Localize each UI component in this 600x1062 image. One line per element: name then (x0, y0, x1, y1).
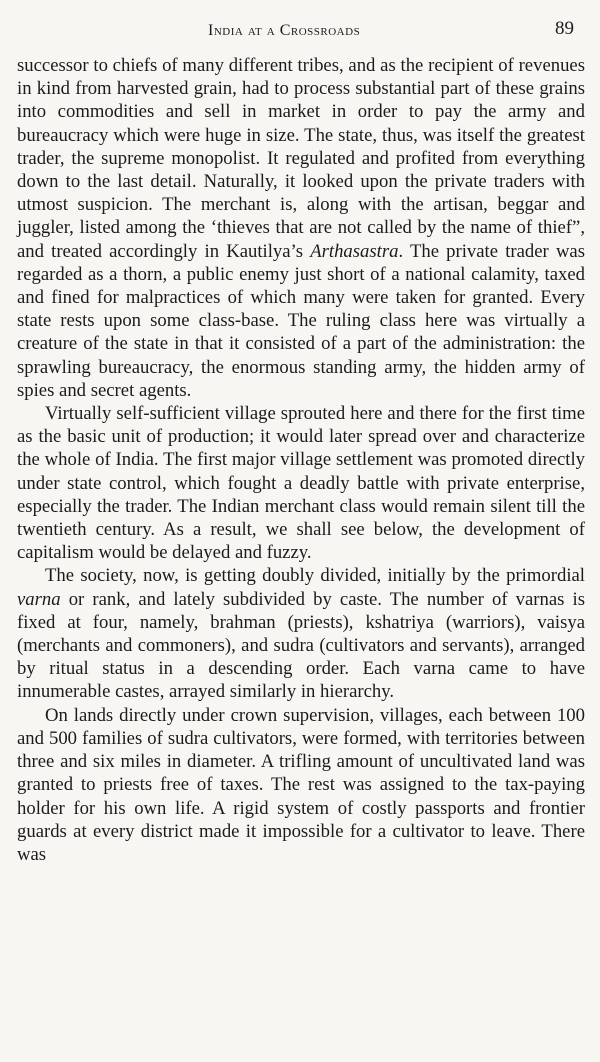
paragraph (17, 704, 585, 866)
italic-term: varna (17, 588, 61, 610)
book-title: Arthasastra (310, 240, 399, 262)
paragraph (17, 54, 585, 402)
paragraph (17, 402, 585, 564)
text-segment: successor to chiefs of many different tribes, and as the recipient of revenues in kind from harvested grain, had to process substantial part of these grains into commodities and sell in market in order to pay the army and bureaucracy which were huge in size. The state, thus, was itself the greatest trader, the supreme monopolist. It regulated and profited from everything down to the last detail. Naturally, it looked upon the private traders with utmost suspicion. The merchant is, along with the artisan, beggar and juggler, listed among the ‘thieves that are not called by the name of thief”, and treated accordingly in Kautilya’s (17, 55, 585, 262)
page-header (0, 18, 600, 46)
running-title: India at a Crossroads (208, 22, 361, 39)
text-segment: Virtually self-sufficient village sprouted here and there for the first time as the basic unit of production; it would later spread over and characterize the whole of India. The first major village settlement was promoted directly under state control, which fought a deadly battle with private enterprise, especially the trader. The Indian merchant class would remain silent till the twentieth century. As a result, we shall see below, the development of capitalism would be delayed and fuzzy. (17, 403, 585, 564)
paragraph (17, 564, 585, 703)
text-segment: or rank, and lately subdivided by caste. The number of varnas is fixed at four, namely, brahman (priests), kshatriya (warriors), vaisya (merchants and commoners), and sudra (cultivators and servants), arranged by ritual status in a descending order. Each varna came to have innumerable castes, arrayed similarly in hierarchy. (17, 588, 585, 703)
text-segment: On lands directly under crown supervision, villages, each between 100 and 500 families of sudra cultivators, were formed, with territories between three and six miles in diameter. A trifling amount of uncultivated land was granted to priests free of taxes. The rest was assigned to the tax-paying holder for his own life. A rigid system of costly passports and frontier guards at every district made it impossible for a cultivator to leave. There was (17, 704, 585, 865)
text-segment: . The private trader was regarded as a thorn, a public enemy just short of a national calamity, taxed and fined for malpractices of which many were taken for granted. Every state rests upon some class-base. The ruling class here was virtually a creature of the state in that it consisted of a part of the administration: the sprawling bureaucracy, the enormous standing army, the hidden army of spies and secret agents. (17, 240, 586, 401)
page-number: 89 (555, 18, 574, 39)
body-text (17, 54, 585, 866)
text-segment: The society, now, is getting doubly divided, initially by the primordial (45, 565, 585, 587)
